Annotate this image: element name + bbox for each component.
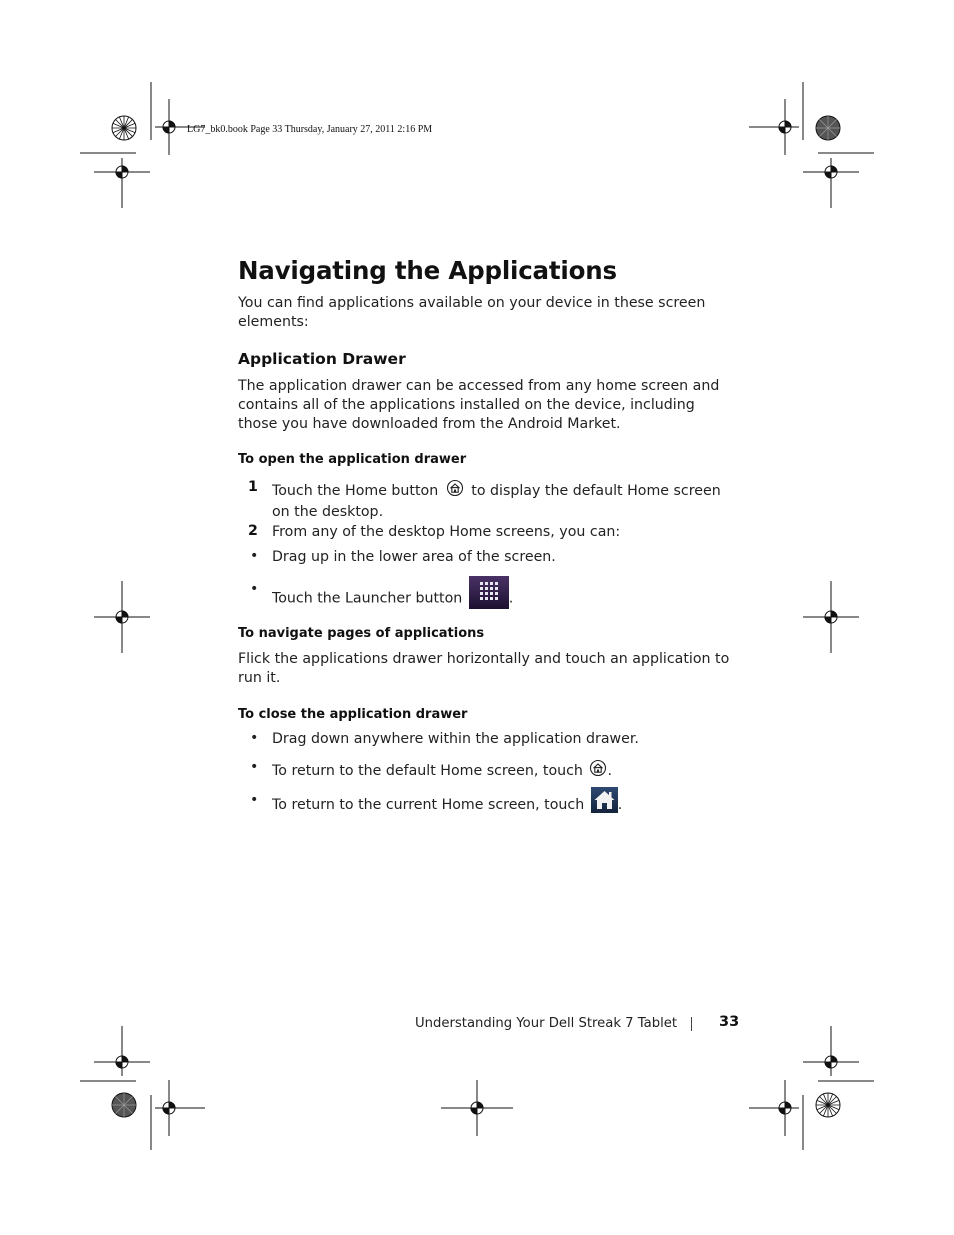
bullet-return-default <box>272 759 742 783</box>
step-1-text-b: to display the default Home screen on the desktop. <box>272 483 721 520</box>
starburst-mark-bottom-right <box>816 1093 840 1117</box>
step-1-number: 1 <box>248 479 258 495</box>
step-1-text <box>272 479 742 522</box>
bullet-return-current-text: To return to the current Home screen, touch <box>272 797 585 813</box>
starburst-mark-top-left <box>112 116 136 140</box>
bullet-marker: • <box>250 548 259 564</box>
step-2-number: 2 <box>248 523 258 539</box>
bullet-marker: • <box>250 759 259 775</box>
bullet-marker: • <box>250 581 259 597</box>
bullet-drag-up: Drag up in the lower area of the screen. <box>272 549 556 565</box>
open-drawer-heading: To open the application drawer <box>238 452 467 467</box>
book-header-line: LG7_bk0.book Page 33 Thursday, January 27, 2011 2:16 PM <box>187 124 433 135</box>
footer-chapter-title: Understanding Your Dell Streak 7 Tablet <box>415 1016 678 1031</box>
home-button-icon <box>446 479 464 503</box>
bullet-launcher-text: Touch the Launcher button <box>272 590 463 607</box>
bullet-launcher <box>272 576 742 621</box>
close-drawer-heading: To close the application drawer <box>238 707 468 722</box>
page-title: Navigating the Applications <box>238 256 617 285</box>
navigate-pages-heading: To navigate pages of applications <box>238 626 485 641</box>
navigate-paragraph: Flick the applications drawer horizontally and touch an application to run it. <box>238 651 730 686</box>
bullet-drag-down: Drag down anywhere within the application drawer. <box>272 731 639 747</box>
bullet-return-current <box>272 787 742 823</box>
step-2-text: From any of the desktop Home screens, you can: <box>272 524 621 540</box>
starburst-mark-top-right <box>816 116 840 140</box>
section-paragraph: The application drawer can be accessed from any home screen and contains all of the applications installed on the device, including those you have downloaded from the Android Market. <box>238 378 720 432</box>
starburst-mark-bottom-left <box>112 1093 136 1117</box>
step-1-text-a: Touch the Home button <box>272 483 439 499</box>
house-icon <box>591 787 618 823</box>
launcher-grid-icon <box>469 576 509 621</box>
bullet-marker: • <box>250 730 259 746</box>
page-number: 33 <box>719 1014 740 1030</box>
bullet-launcher-period: . <box>508 590 514 607</box>
section-heading: Application Drawer <box>238 350 406 368</box>
bullet-marker: • <box>250 792 259 808</box>
bullet-return-default-text: To return to the default Home screen, touch <box>272 763 583 779</box>
footer-divider <box>691 1017 692 1031</box>
bullet-return-current-period: . <box>617 797 623 813</box>
home-button-icon <box>589 759 607 783</box>
bullet-return-default-period: . <box>607 763 612 779</box>
intro-paragraph: You can find applications available on your device in these screen elements: <box>238 295 706 330</box>
